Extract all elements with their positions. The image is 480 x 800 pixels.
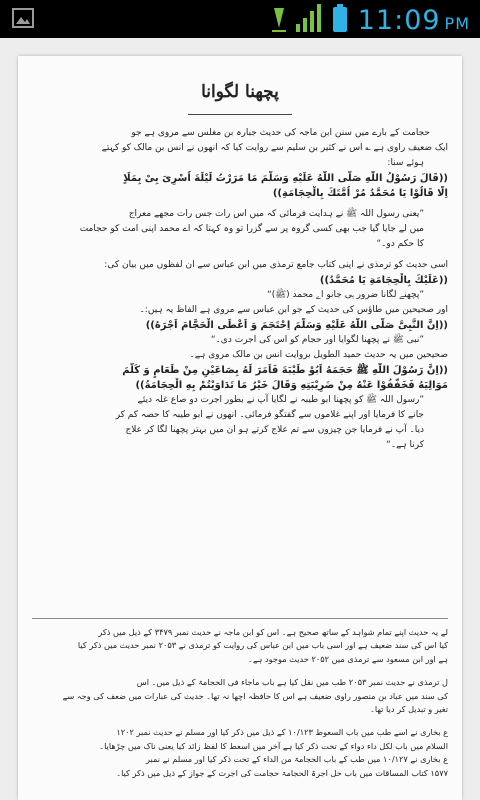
text-line: ”رسول اللہ ﷺ کو پچھنا ابو طیبہ نے لگایا آپ نے بطور اجرت دو صاع غلہ دیئے [137,395,424,405]
text-line: حجامت کے بارے میں سنن ابن ماجہ کی حدیث جبارہ بن مغلس سے مروی ہے جو [131,128,430,138]
body-text [32,126,448,453]
title-underline [188,114,292,115]
text-line: میں لے جایا گیا جب بھی کسی گروہ پر سے گزرا تو وہ کہتا کہ اے محمد اپنی امت کو حجامت [79,224,424,234]
document-page [18,56,462,800]
text-line: صحیحین میں یہ حدیث حمید الطویل بروایت انس بن مالک مروی ہے۔ [189,350,448,360]
arabic-text-line: اِلَّا قَالُوْا یَا مُحَمَّدُ مُرْ اُمَّتَكَ بِالْحِجَامَةِ)) [272,188,448,199]
text-line: اسی حدیث کو ترمذی نے اپنی کتاب جامع ترمذی میں ابن عباس سے ان لفظوں میں بیان کی: [104,260,448,270]
arabic-text-line: ((عَلَیْكَ بِالْحِجَامَةِ یَا مُحَمَّدُ)) [319,275,448,286]
text-line: اور صحیحین میں طاؤس کی حدیث کے جو ابن عباس سے مروی ہے الفاظ یہ ہیں:۔ [139,305,448,315]
reader-viewport[interactable] [0,38,480,800]
footnotes [32,626,448,780]
clock: 11:09 PM [357,4,470,36]
footnote-line: ۱۵۷۷ کتاب المساقات میں باب حل اجرۃ الحجامۃ حجامت کی اجرت کے جواز کے ذیل میں ذکر کیا۔ [116,767,448,778]
text-line: کا حکم دو۔“ [376,239,424,249]
footnote-line: ع بخاری نے اسے طب میں باب السعوط ۱۰/۱۲۳ کے ذیل میں ذکر کیا اور مسلم نے حدیث نمبر ۱۲۰۲ [116,727,448,738]
arabic-text-line: ((قَالَ رَسُوْلُ اللّٰهِ صَلَّی اللّٰهُ عَلَیْهِ وَسَلَّمَ مَا مَرَرْتُ لَیْلَةَ اُسْرِیَ بِیْ بِمَلَاٍ [123,173,448,184]
text-line: ایک ضعیف راوی ہے ؎ اس نے کثیر بن سلیم سے روایت کیا کہ انھوں نے انس بن مالک کو کہتے [101,143,448,153]
footnote-gap [32,666,448,676]
footnote-line: کیا اس کی سند ضعیف ہے اور اسی باب میں ابن عباس کی روایت کو ترمذی نے ۲۰۵۳ نمبر حدیث میں ذکر کیا [77,640,448,651]
image-notification-icon [12,8,34,32]
text-line: ”نبی ﷺ نے پچھنا لگوایا اور حجام کو اس کی اجرت دی۔“ [210,335,424,345]
footnote-gap [32,716,448,726]
battery-icon [332,4,348,36]
arabic-text-line: ((اِنَّ رَسُوْلَ اللّٰهِ ﷺ حَجَمَهُ اَبُوْ طَیْبَةَ فَاَمَرَ لَهُ بِصَاعَیْنِ مِنْ طَعَامٍ وَ كَلَّمَ [122,365,448,376]
text-line: ”یعنی رسول اللہ ﷺ نے ہدایت فرمائی کہ میں اس رات جس رات مجھے معراج [128,209,424,219]
footnote-line: کی سند میں عباد بن منصور راوی ضعیف ہے اس کا حافظہ اچھا نہ تھا۔ حدیث کی عبارات میں ضعف کی وجہ سے [62,690,448,701]
footnote-line: ل ترمذی نے حدیث نمبر ۲۰۵۳ طب میں نقل کیا ہے باب ماجاء فی الحجامۃ کے ذیل میں۔ اس [136,677,448,688]
text-line: ہوئے سنا: [387,158,424,168]
text-line: ”پچھنے لگانا ضرور ہی جانو اے محمد (ﷺ)“ [267,290,424,300]
status-bar [0,0,480,38]
text-line: کرنا ہے۔“ [386,440,424,450]
text-line: دیا۔ آپ نے فرمایا جن چیزوں سے تم علاج کرتے ہو ان میں بہتر پچھنا لگا کر علاج [125,425,424,435]
footnote-line: لے یہ حدیث اپنے تمام شواہد کے ساتھ صحیح ہے۔ اس کو ابن ماجہ نے حدیث نمبر ۳۴۷۹ کے ذیل میں ذکر [98,627,448,637]
page-title: پچھنا لگوانا [201,82,279,102]
text-line: جانے کا فرمایا اور اپنے غلاموں سے گفتگو فرمائی۔ انھوں نے ابو طیبہ کا حصہ کم کر [115,410,424,420]
signal-icon [296,4,322,36]
wifi-icon [272,4,286,36]
footnote-line: السلام میں باب لکل داء دواء کے تحت ذکر کیا ہے آخر میں اسعط کا لفظ زائد کیا یعنی ناک میں چڑھایا۔ [99,740,448,751]
arabic-text-line: ((اِنَّ النَّبِیَّ صَلَّی اللّٰهُ عَلَیْهِ وَسَلَّمَ اِحْتَجَمَ وَ اَعْطَی الْحَجَّامَ اَجْرَهُ)) [145,320,448,331]
footnote-divider [32,618,448,619]
arabic-text-line: مَوَالِیَهُ فَخَفَّفُوْا عَنْهُ مِنْ ضَرِیْبَتِهِ وَقَالَ خَیْرُ مَا تَدَاوَیْتُمْ بِهِ الْحِجَامَةُ)) [135,380,448,391]
footnote-line: ہے اور ابن مسعود سے ترمذی میں ۲۰۵۲ حدیث موجود ہے۔ [248,653,448,664]
footnote-line: تغیر و تبدیل کر دیا تھا۔ [370,704,448,715]
footnote-line: ع بخاری نے ۱۰/۱۲۷ میں طب کے باب الحجامۃ من الداء کے تحت ذکر کیا اور مسلم نے نمبر [146,754,448,765]
